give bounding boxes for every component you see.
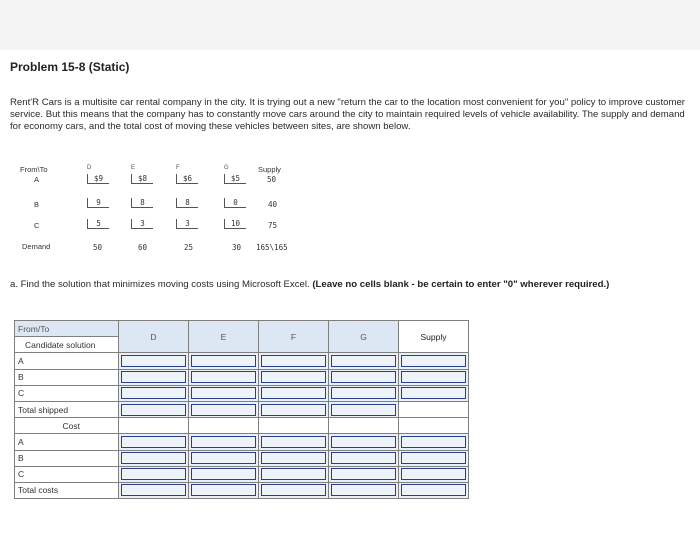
input-cost-a-total[interactable]: [399, 434, 469, 450]
cost-c-d: 5: [87, 219, 109, 229]
col-header-f: F: [176, 165, 180, 171]
total-supply-demand: 165\165: [256, 243, 288, 252]
input-b-supply[interactable]: [399, 369, 469, 385]
table-row: [15, 353, 469, 369]
input-cost-a-g[interactable]: [329, 434, 399, 450]
input-b-d[interactable]: [119, 369, 189, 385]
input-totalcost-f[interactable]: [259, 482, 329, 498]
input-b-e[interactable]: [189, 369, 259, 385]
input-c-d[interactable]: [119, 385, 189, 401]
table-row: [15, 482, 469, 498]
input-cost-a-d[interactable]: [119, 434, 189, 450]
cost-a-f: $6: [176, 174, 198, 184]
cost-b-d: 9: [87, 198, 109, 208]
row-label-b: B: [34, 200, 40, 209]
input-cost-b-d[interactable]: [119, 450, 189, 466]
candidate-solution-label: Candidate solution: [15, 337, 119, 353]
blank-cell: [189, 418, 259, 434]
from-to-header: From/To: [15, 321, 119, 337]
input-cost-a-f[interactable]: [259, 434, 329, 450]
table-row: [15, 418, 469, 434]
input-a-supply[interactable]: [399, 353, 469, 369]
table-row: [15, 385, 469, 401]
input-cost-c-total[interactable]: [399, 466, 469, 482]
input-b-g[interactable]: [329, 369, 399, 385]
cost-a-e: $8: [131, 174, 153, 184]
supply-a: 50: [267, 175, 277, 184]
input-shipped-e[interactable]: [189, 401, 259, 417]
col-header-g: G: [224, 165, 229, 171]
input-cost-b-f[interactable]: [259, 450, 329, 466]
grid-col-supply: Supply: [399, 321, 469, 353]
input-shipped-f[interactable]: [259, 401, 329, 417]
input-a-f[interactable]: [259, 353, 329, 369]
input-cost-c-f[interactable]: [259, 466, 329, 482]
input-totalcost-all[interactable]: [399, 482, 469, 498]
problem-description: Rent'R Cars is a multisite car rental company in the city. It is trying out a new "return the car to the location most convenient for you" policy to improve customer service. But this means that the company has to constantly move cars around the city to maintain required levels of vehicle availability. The supply and demand for economy cars, and the total cost of moving these vehicles between sites, are shown below.: [10, 97, 685, 133]
input-totalcost-e[interactable]: [189, 482, 259, 498]
demand-d: 50: [93, 243, 103, 252]
supply-c: 75: [268, 221, 278, 230]
input-cost-c-d[interactable]: [119, 466, 189, 482]
total-shipped-label: Total shipped: [15, 401, 119, 417]
table-row: [15, 466, 469, 482]
input-c-f[interactable]: [259, 385, 329, 401]
input-a-e[interactable]: [189, 353, 259, 369]
blank-cell: [259, 418, 329, 434]
grid-row-a: A: [15, 353, 119, 369]
grid-row-b: B: [15, 369, 119, 385]
input-cost-b-e[interactable]: [189, 450, 259, 466]
blank-cell: [329, 418, 399, 434]
blank-cell: [399, 418, 469, 434]
demand-f: 25: [184, 243, 194, 252]
cost-c-f: 3: [176, 219, 198, 229]
input-c-g[interactable]: [329, 385, 399, 401]
cost-c-g: 10: [224, 219, 246, 229]
top-bar: [0, 0, 700, 50]
problem-title: Problem 15-8 (Static): [10, 60, 130, 74]
cost-a-g: $5: [224, 174, 246, 184]
row-label-c: C: [34, 221, 40, 230]
answer-grid: [14, 320, 469, 499]
input-shipped-d[interactable]: [119, 401, 189, 417]
cost-c-e: 3: [131, 219, 153, 229]
cost-a-d: $9: [87, 174, 109, 184]
cost-row-b: B: [15, 450, 119, 466]
question-instruction: (Leave no cells blank - be certain to enter "0" wherever required.): [312, 279, 610, 290]
row-label-a: A: [34, 175, 40, 184]
grid-row-c: C: [15, 385, 119, 401]
grid-col-d: D: [119, 321, 189, 353]
input-totalcost-g[interactable]: [329, 482, 399, 498]
input-cost-b-total[interactable]: [399, 450, 469, 466]
col-header-d: D: [87, 165, 92, 171]
table-row: [15, 401, 469, 417]
total-costs-label: Total costs: [15, 482, 119, 498]
table-row: [15, 434, 469, 450]
corner-label: From\To: [20, 165, 48, 174]
input-a-g[interactable]: [329, 353, 399, 369]
cost-b-g: 0: [224, 198, 246, 208]
input-shipped-g[interactable]: [329, 401, 399, 417]
input-cost-b-g[interactable]: [329, 450, 399, 466]
cost-row-a: A: [15, 434, 119, 450]
cost-b-f: 8: [176, 198, 198, 208]
demand-e: 60: [138, 243, 148, 252]
grid-col-g: G: [329, 321, 399, 353]
input-c-supply[interactable]: [399, 385, 469, 401]
table-row: [15, 369, 469, 385]
demand-g: 30: [232, 243, 242, 252]
blank-cell: [399, 401, 469, 417]
input-cost-a-e[interactable]: [189, 434, 259, 450]
input-totalcost-d[interactable]: [119, 482, 189, 498]
demand-label: Demand: [22, 242, 51, 251]
input-b-f[interactable]: [259, 369, 329, 385]
col-header-e: E: [131, 165, 136, 171]
question-text: [10, 279, 690, 291]
cost-row-c: C: [15, 466, 119, 482]
question-prefix: a. Find the solution that minimizes moving costs using Microsoft Excel.: [10, 279, 310, 290]
cost-label: Cost: [15, 418, 119, 434]
grid-col-f: F: [259, 321, 329, 353]
supply-b: 40: [268, 200, 278, 209]
table-row: [15, 450, 469, 466]
grid-col-e: E: [189, 321, 259, 353]
blank-cell: [119, 418, 189, 434]
cost-b-e: 8: [131, 198, 153, 208]
input-cost-c-e[interactable]: [189, 466, 259, 482]
supply-header: Supply: [258, 165, 281, 174]
input-c-e[interactable]: [189, 385, 259, 401]
input-a-d[interactable]: [119, 353, 189, 369]
input-cost-c-g[interactable]: [329, 466, 399, 482]
